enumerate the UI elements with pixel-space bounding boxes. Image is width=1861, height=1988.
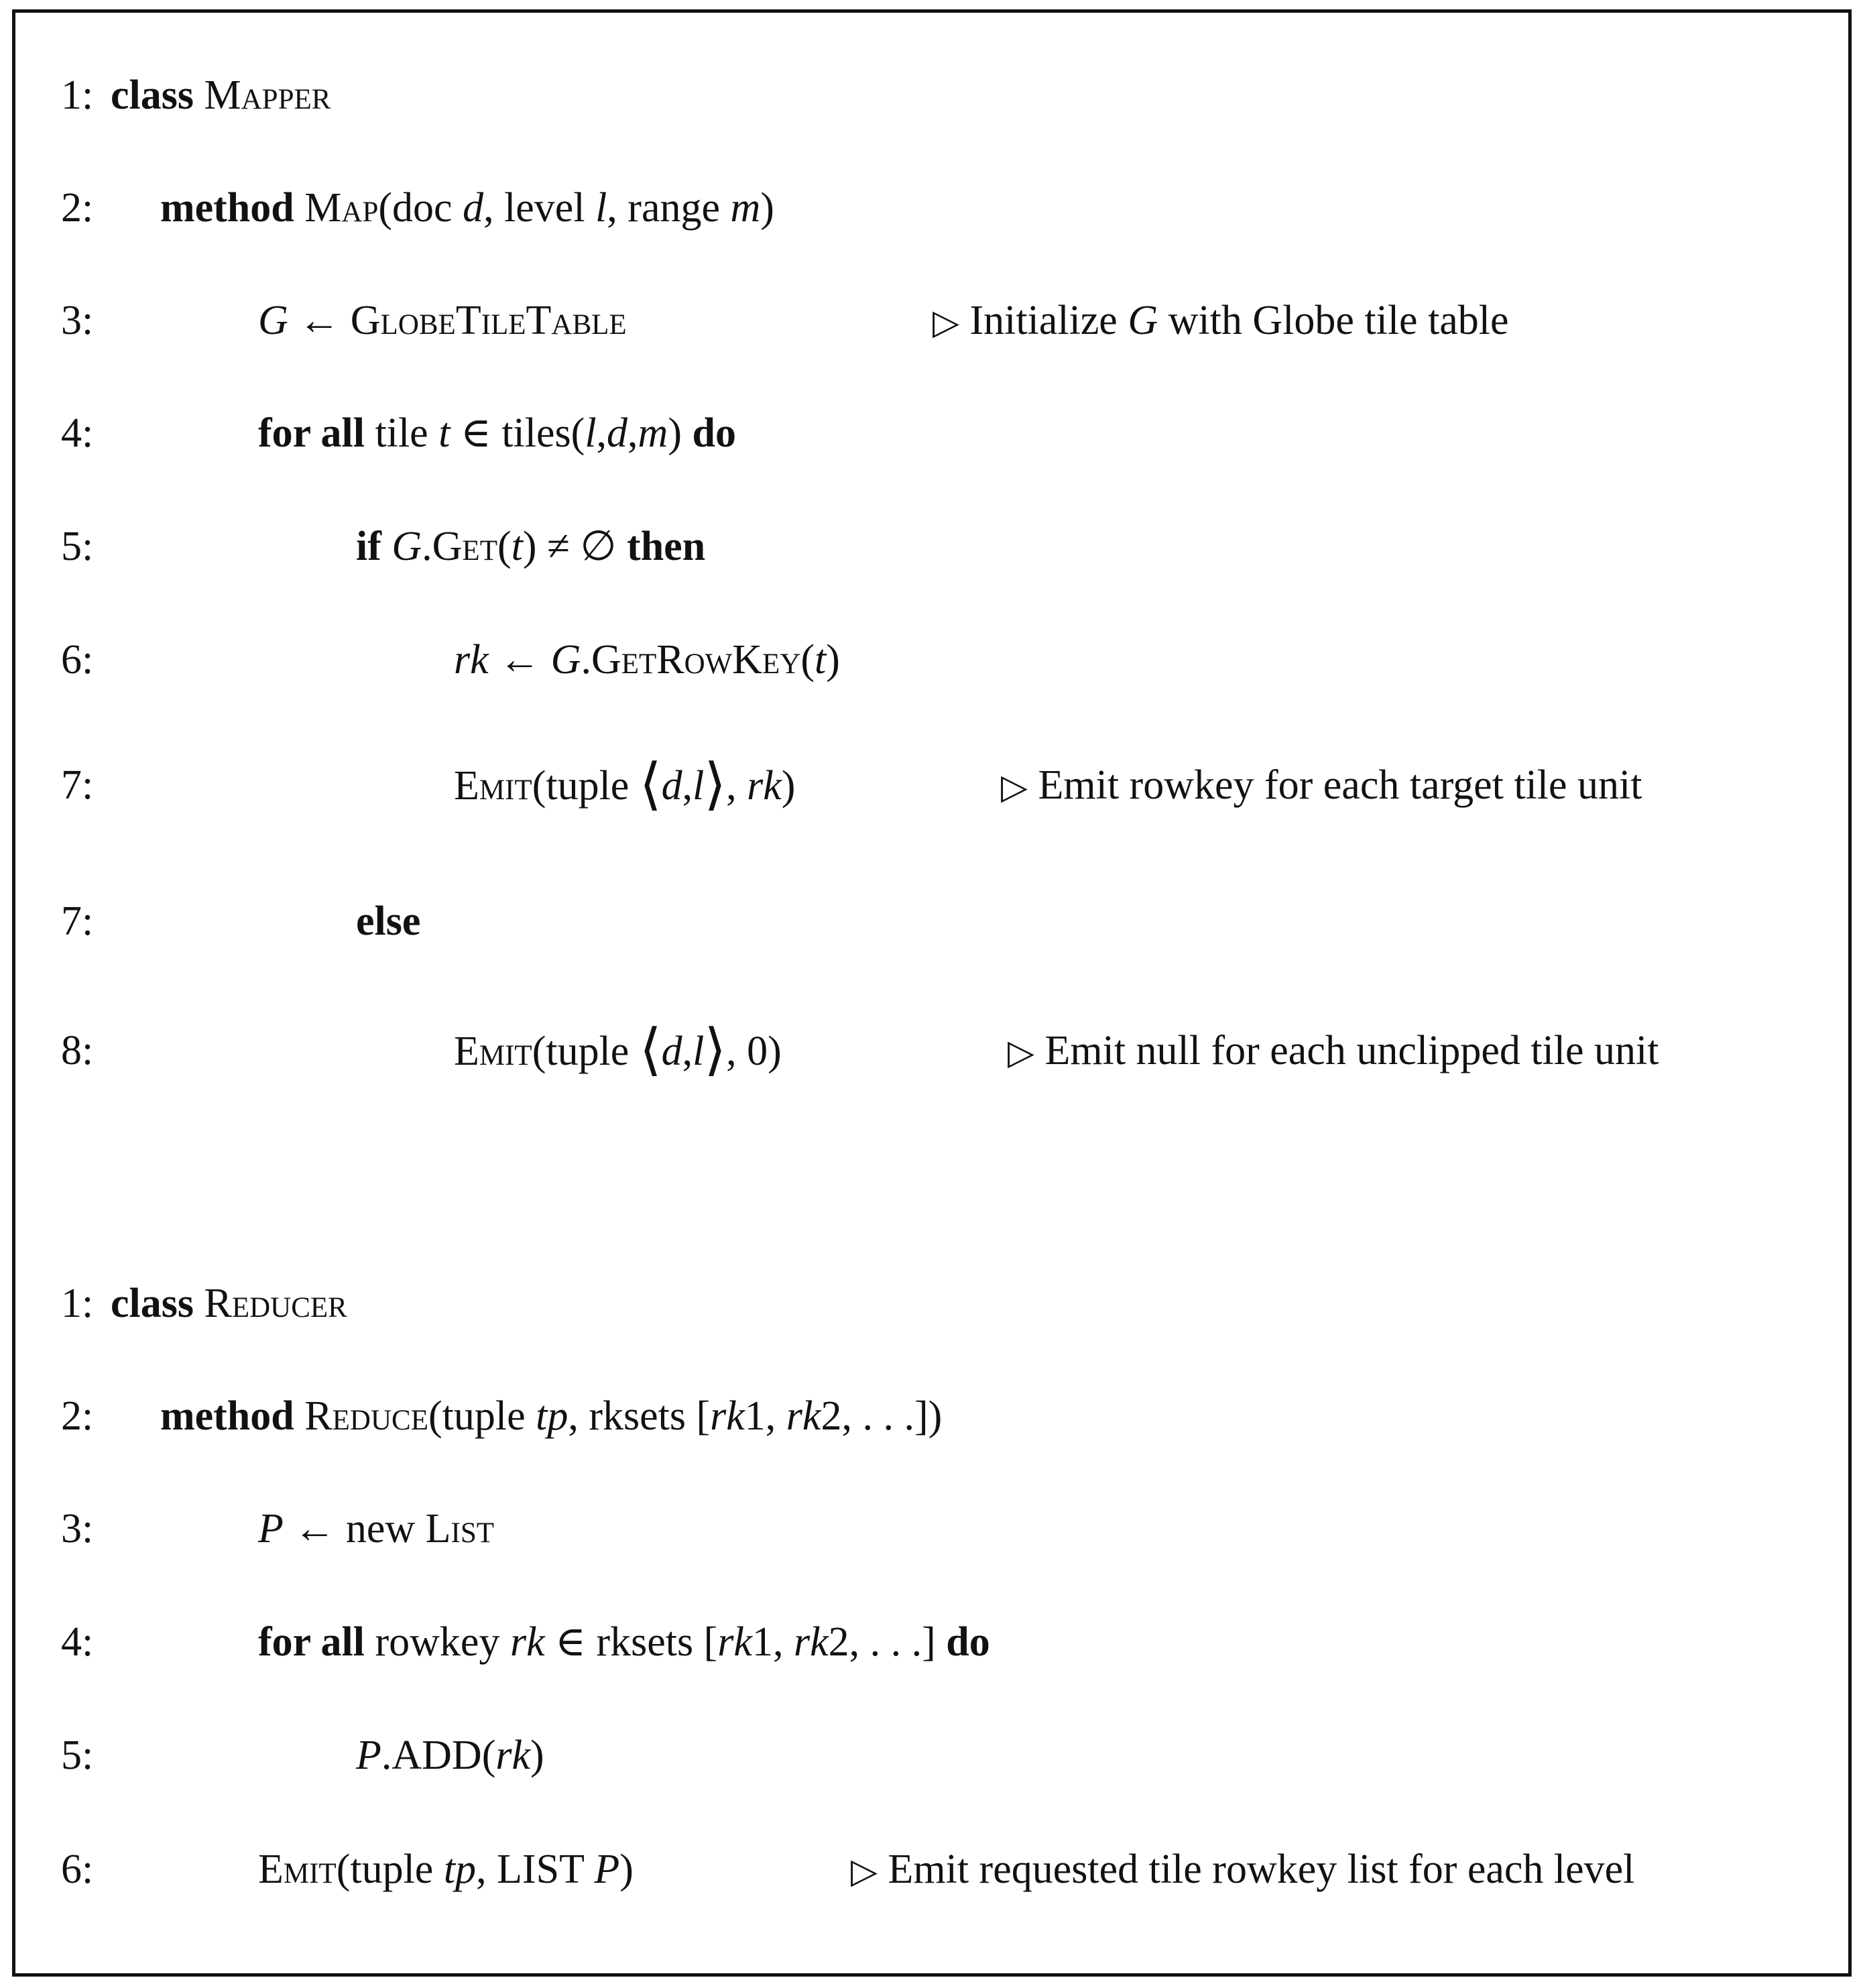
method-name: Map xyxy=(304,185,379,231)
text: tile xyxy=(365,410,439,456)
comment xyxy=(933,290,1509,353)
text: , xyxy=(596,410,607,456)
text: 1, xyxy=(744,1393,786,1439)
var: rk xyxy=(509,1619,545,1665)
keyword: then xyxy=(627,524,706,569)
keyword: method xyxy=(160,185,294,231)
line-number: 2: xyxy=(61,185,94,231)
text: 2, . . .] xyxy=(828,1619,947,1665)
text: ) xyxy=(826,637,840,683)
text: 2, . . .]) xyxy=(821,1393,943,1439)
line-number: 6: xyxy=(61,1847,94,1892)
code xyxy=(160,178,774,238)
function-name: Emit xyxy=(454,763,532,809)
var: l xyxy=(595,185,607,231)
var: m xyxy=(638,410,668,456)
var: d xyxy=(463,185,484,231)
line-number: 2: xyxy=(61,1393,94,1439)
var: rk xyxy=(495,1733,531,1778)
line-number: 5: xyxy=(61,524,94,569)
text xyxy=(194,72,204,118)
text xyxy=(294,185,305,231)
text: , level xyxy=(483,185,596,231)
code xyxy=(454,1020,782,1081)
var: l xyxy=(693,1029,705,1074)
var: G xyxy=(392,524,422,569)
line-number: 6: xyxy=(61,637,94,683)
var: rk xyxy=(717,1619,752,1665)
code xyxy=(454,755,795,816)
var: d xyxy=(661,1029,682,1074)
line-number: 4: xyxy=(61,1619,94,1665)
text: , LIST xyxy=(476,1847,595,1892)
var: t xyxy=(815,637,827,683)
var: P xyxy=(258,1506,284,1552)
code xyxy=(258,1612,990,1672)
text: ) xyxy=(760,185,774,231)
function-name: GlobeTileTable xyxy=(350,298,627,343)
text: (tuple xyxy=(532,1029,640,1074)
text: ← xyxy=(288,298,351,343)
text: ) ≠ ∅ xyxy=(522,524,627,569)
function-name: Emit xyxy=(258,1847,337,1892)
method-name: Reduce xyxy=(304,1393,428,1439)
var: l xyxy=(693,763,705,809)
comment xyxy=(851,1839,1634,1902)
var: rk xyxy=(454,637,489,683)
var: d xyxy=(607,410,628,456)
text: , rksets [ xyxy=(568,1393,711,1439)
code xyxy=(356,891,420,951)
var: l xyxy=(585,410,597,456)
text: ) xyxy=(619,1847,634,1892)
line-number: 3: xyxy=(61,1506,94,1552)
text: , range xyxy=(607,185,731,231)
text: Emit rowkey for each target tile unit xyxy=(1028,762,1642,808)
class-name: Mapper xyxy=(204,72,331,118)
code xyxy=(111,65,331,125)
code xyxy=(454,630,840,690)
line-number: 7: xyxy=(61,762,94,808)
var: m xyxy=(730,185,761,231)
algorithm-box xyxy=(12,9,1852,1977)
comment-triangle-icon: ▷ xyxy=(851,1853,878,1891)
class-name: Reducer xyxy=(204,1281,347,1326)
keyword: for all xyxy=(258,410,365,456)
text: (tuple xyxy=(428,1393,536,1439)
keyword: class xyxy=(111,72,194,118)
keyword: do xyxy=(692,410,736,456)
code xyxy=(160,1386,942,1446)
text: . xyxy=(381,1733,392,1778)
text: rowkey xyxy=(365,1619,510,1665)
text: Emit null for each unclipped tile unit xyxy=(1034,1028,1659,1073)
keyword: method xyxy=(160,1393,294,1439)
line-number: 5: xyxy=(61,1733,94,1778)
right-angle-bracket: ⟩ xyxy=(704,1019,727,1081)
function-name: Emit xyxy=(454,1029,532,1074)
right-angle-bracket: ⟩ xyxy=(704,754,727,816)
function-name: GetRowKey xyxy=(591,637,801,683)
code xyxy=(258,1839,634,1899)
var: G xyxy=(550,637,581,683)
line-number: 3: xyxy=(61,298,94,343)
function-name: Get xyxy=(432,524,497,569)
text: (doc xyxy=(378,185,463,231)
text: , xyxy=(682,1029,693,1074)
code xyxy=(258,1499,494,1559)
comment-triangle-icon: ▷ xyxy=(933,304,959,342)
var: rk xyxy=(786,1393,821,1439)
text: . xyxy=(422,524,432,569)
var: G xyxy=(1128,298,1158,343)
line-number: 7: xyxy=(61,898,94,944)
var: tp xyxy=(536,1393,568,1439)
keyword: do xyxy=(946,1619,990,1665)
text xyxy=(194,1281,204,1326)
var: P xyxy=(594,1847,620,1892)
text: , xyxy=(682,763,693,809)
text: ) xyxy=(781,763,796,809)
var: G xyxy=(258,298,288,343)
text: , xyxy=(627,410,638,456)
text: , 0) xyxy=(726,1029,782,1074)
var: P xyxy=(356,1733,381,1778)
text: . xyxy=(581,637,591,683)
comment-triangle-icon: ▷ xyxy=(1008,1034,1034,1072)
keyword: class xyxy=(111,1281,194,1326)
keyword: if xyxy=(356,524,381,569)
text: ∈ tiles( xyxy=(450,410,585,456)
text xyxy=(294,1393,305,1439)
line-number: 1: xyxy=(61,72,94,118)
var: tp xyxy=(443,1847,477,1892)
text: ) xyxy=(668,410,693,456)
line-number: 4: xyxy=(61,410,94,456)
comment-triangle-icon: ▷ xyxy=(1001,768,1028,807)
text: ∈ rksets [ xyxy=(544,1619,718,1665)
var: d xyxy=(661,763,682,809)
text: 1, xyxy=(752,1619,794,1665)
line-number: 1: xyxy=(61,1281,94,1326)
code xyxy=(356,1725,544,1786)
text: , xyxy=(726,763,747,809)
left-angle-bracket: ⟨ xyxy=(639,1019,662,1081)
var: t xyxy=(511,524,523,569)
var: rk xyxy=(710,1393,745,1439)
text: ( xyxy=(800,637,815,683)
line-number: 8: xyxy=(61,1028,94,1073)
text: ) xyxy=(530,1733,544,1778)
var: rk xyxy=(747,763,782,809)
keyword: else xyxy=(356,898,421,944)
text: Emit requested tile rowkey list for each level xyxy=(878,1847,1635,1892)
comment xyxy=(1001,755,1642,818)
text: ( xyxy=(481,1733,496,1778)
text: (tuple xyxy=(336,1847,444,1892)
text: ← new xyxy=(283,1506,426,1552)
text: ( xyxy=(497,524,512,569)
text: (tuple xyxy=(532,763,640,809)
code xyxy=(258,290,627,351)
code xyxy=(356,516,705,577)
keyword: for all xyxy=(258,1619,365,1665)
text: ← xyxy=(488,637,551,683)
left-angle-bracket: ⟨ xyxy=(639,754,662,816)
code xyxy=(258,403,736,463)
text: with Globe tile table xyxy=(1158,298,1509,343)
text: Initialize xyxy=(959,298,1128,343)
comment xyxy=(1008,1020,1659,1084)
text xyxy=(381,524,392,569)
var: rk xyxy=(793,1619,829,1665)
code xyxy=(111,1273,347,1334)
function-name: ADD xyxy=(392,1733,482,1778)
type-name: List xyxy=(425,1506,495,1552)
var: t xyxy=(438,410,451,456)
